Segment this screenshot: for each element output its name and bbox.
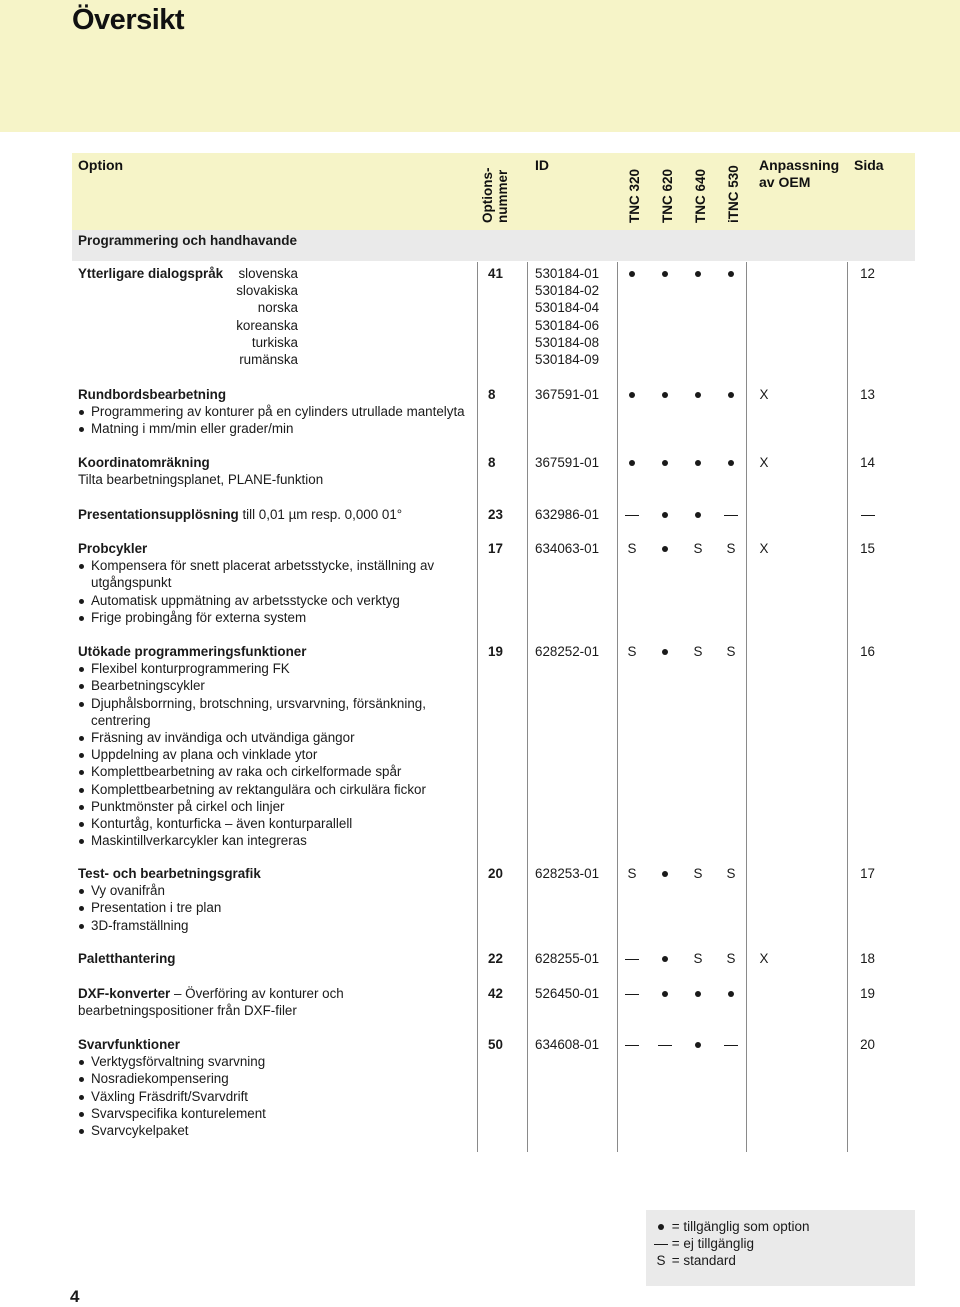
header-sida: Sida bbox=[854, 157, 884, 173]
tnc620-availability bbox=[658, 950, 672, 967]
tnc640-availability bbox=[691, 985, 705, 1002]
option-title: Svarvfunktioner bbox=[78, 1037, 180, 1052]
option-id: 632986-01 bbox=[535, 507, 600, 522]
dot-icon bbox=[695, 460, 701, 466]
itnc530-availability: S bbox=[726, 866, 736, 881]
bullet-item: Komplettbearbetning av raka och cirkelformade spår bbox=[78, 763, 426, 780]
option-number: 19 bbox=[488, 644, 503, 659]
option-id: 367591-01 bbox=[535, 455, 600, 470]
dash-icon bbox=[724, 1045, 738, 1046]
itnc530-availability: S bbox=[726, 644, 736, 659]
option-description bbox=[78, 506, 402, 523]
option-subtitle: – Överföring av konturer och bbox=[174, 986, 344, 1001]
bullet-item: Nosradiekompensering bbox=[78, 1070, 266, 1087]
option-number: 22 bbox=[488, 951, 503, 966]
section-title: Programmering och handhavande bbox=[78, 233, 298, 248]
option-title: Paletthantering bbox=[78, 951, 176, 966]
header-id: ID bbox=[535, 157, 549, 173]
option-description bbox=[78, 985, 344, 1019]
oem-adaptation bbox=[756, 506, 772, 523]
tnc320-availability: S bbox=[627, 644, 637, 659]
dot-icon bbox=[728, 271, 734, 277]
dot-icon bbox=[629, 392, 635, 398]
option-description bbox=[78, 1036, 266, 1139]
tnc620-availability bbox=[658, 1036, 672, 1053]
oem-adaptation bbox=[756, 865, 772, 882]
dot-icon bbox=[629, 271, 635, 277]
option-id: 634063-01 bbox=[535, 541, 600, 556]
itnc530-availability bbox=[724, 454, 738, 471]
dot-icon bbox=[662, 392, 668, 398]
itnc530-availability: S bbox=[726, 541, 736, 556]
option-title: Koordinatomräkning bbox=[78, 455, 210, 470]
option-number: 50 bbox=[488, 1037, 503, 1052]
dash-icon bbox=[625, 515, 639, 516]
dot-icon bbox=[695, 512, 701, 518]
bullet-item: Programmering av konturer på en cylinders utrullade mantelyta bbox=[78, 403, 465, 420]
page-ref: 15 bbox=[860, 541, 875, 556]
section-bar bbox=[72, 230, 915, 261]
tnc320-availability bbox=[625, 1036, 639, 1053]
option-id: 628252-01 bbox=[535, 644, 600, 659]
itnc530-availability: S bbox=[726, 951, 736, 966]
bullet-item: Vy ovanifrån bbox=[78, 882, 261, 899]
tnc620-availability bbox=[658, 454, 672, 471]
tnc620-availability bbox=[658, 540, 672, 557]
option-description bbox=[78, 454, 323, 488]
tnc320-availability bbox=[625, 985, 639, 1002]
oem-adaptation bbox=[756, 985, 772, 1002]
option-id: 526450-01 bbox=[535, 986, 600, 1001]
dot-icon bbox=[662, 956, 668, 962]
bullet-item: Maskintillverkarcykler kan integreras bbox=[78, 832, 426, 849]
dash-icon bbox=[625, 959, 639, 960]
dot-icon bbox=[695, 1042, 701, 1048]
itnc530-availability bbox=[724, 386, 738, 403]
itnc530-availability bbox=[724, 265, 738, 282]
dot-icon bbox=[695, 392, 701, 398]
option-subtitle: bearbetningspositioner från DXF-filer bbox=[78, 1003, 297, 1019]
option-description bbox=[78, 540, 434, 626]
page-ref bbox=[849, 506, 875, 523]
column-divider bbox=[617, 262, 618, 1152]
header-options-nummer: Options- nummer bbox=[480, 167, 510, 223]
oem-adaptation bbox=[756, 643, 772, 660]
bullet-item: Uppdelning av plana och vinklade ytor bbox=[78, 746, 426, 763]
bullet-item: Flexibel konturprogrammering FK bbox=[78, 660, 426, 677]
page-title: Översikt bbox=[72, 4, 185, 36]
bullet-item: Komplettbearbetning av rektangulära och cirkulära fickor bbox=[78, 781, 426, 798]
column-divider bbox=[527, 262, 528, 1152]
bullet-item: Kompensera för snett placerat arbetsstycke, inställning av bbox=[78, 557, 434, 574]
page-ref: 14 bbox=[860, 455, 875, 470]
tnc320-availability bbox=[625, 265, 639, 282]
dash-icon bbox=[625, 1045, 639, 1046]
dot-icon bbox=[662, 991, 668, 997]
oem-adaptation bbox=[756, 1036, 772, 1053]
option-title: Rundbordsbearbetning bbox=[78, 387, 227, 402]
column-divider bbox=[477, 262, 478, 1152]
bullet-continuation: utgångspunkt bbox=[91, 575, 172, 591]
dash-icon bbox=[658, 1045, 672, 1046]
tnc640-availability: S bbox=[693, 541, 703, 556]
dot-icon bbox=[728, 991, 734, 997]
option-subtitle: Tilta bearbetningsplanet, PLANE-funktion bbox=[78, 472, 324, 488]
column-divider bbox=[746, 262, 747, 1152]
itnc530-availability bbox=[724, 1036, 738, 1053]
tnc620-availability bbox=[658, 506, 672, 523]
dot-icon bbox=[728, 392, 734, 398]
header-itnc530: iTNC 530 bbox=[726, 165, 741, 223]
oem-adaptation: X bbox=[759, 455, 769, 470]
option-title: Ytterligare dialogspråk bbox=[78, 266, 224, 281]
option-id: 628255-01 bbox=[535, 951, 600, 966]
tnc620-availability bbox=[658, 386, 672, 403]
tnc640-availability: S bbox=[693, 951, 703, 966]
option-description bbox=[78, 386, 465, 438]
dot-icon bbox=[695, 271, 701, 277]
bullet-item: Verktygsförvaltning svarvning bbox=[78, 1053, 266, 1070]
legend bbox=[646, 1210, 915, 1286]
option-number: 8 bbox=[488, 455, 496, 470]
oem-adaptation bbox=[756, 265, 772, 282]
bullet-item: Djuphålsborrning, brotschning, ursvarvning, försänkning, bbox=[78, 695, 426, 712]
tnc620-availability bbox=[658, 265, 672, 282]
bullet-item: Svarvspecifika konturelement bbox=[78, 1105, 266, 1122]
option-title: DXF-konverter bbox=[78, 986, 171, 1001]
tnc320-availability bbox=[625, 386, 639, 403]
legend-dash-item: = ej tillgänglig bbox=[654, 1236, 754, 1251]
dot-icon bbox=[728, 460, 734, 466]
page-ref: 17 bbox=[860, 866, 875, 881]
dot-icon bbox=[658, 1224, 664, 1230]
option-number: 17 bbox=[488, 541, 503, 556]
dot-icon bbox=[662, 460, 668, 466]
page-ref: 19 bbox=[860, 986, 875, 1001]
bullet-item: Svarvcykelpaket bbox=[78, 1122, 266, 1139]
tnc320-availability bbox=[625, 506, 639, 523]
option-title: Presentationsupplösning bbox=[78, 507, 239, 522]
page-number: 4 bbox=[70, 1287, 80, 1306]
option-number: 41 bbox=[488, 266, 503, 281]
tnc640-availability bbox=[691, 265, 705, 282]
dash-icon bbox=[861, 515, 875, 516]
header-tnc620: TNC 620 bbox=[660, 168, 675, 223]
dot-icon bbox=[629, 460, 635, 466]
bullet-item: 3D-framställning bbox=[78, 917, 261, 934]
bullet-item: Växling Fräsdrift/Svarvdrift bbox=[78, 1088, 266, 1105]
option-description bbox=[78, 865, 261, 934]
header-tnc320: TNC 320 bbox=[627, 168, 642, 223]
bullet-item: Presentation i tre plan bbox=[78, 899, 261, 916]
itnc530-availability bbox=[724, 506, 738, 523]
tnc620-availability bbox=[658, 985, 672, 1002]
oem-adaptation: X bbox=[759, 951, 769, 966]
bullet-item: Automatisk uppmätning av arbetsstycke och verktyg bbox=[78, 592, 434, 609]
option-title: Utökade programmeringsfunktioner bbox=[78, 644, 307, 659]
page-ref: 18 bbox=[860, 951, 875, 966]
option-id-list: 530184-01 530184-02 530184-04 530184-06 530184-08 530184-09 bbox=[535, 266, 600, 368]
option-number: 23 bbox=[488, 507, 503, 522]
header-oem: Anpassning av OEM bbox=[759, 157, 840, 190]
tnc640-availability: S bbox=[693, 644, 703, 659]
language-list: slovenska slovakiska norska koreanska turkiska rumänska bbox=[236, 266, 298, 368]
dot-icon bbox=[695, 991, 701, 997]
dot-icon bbox=[662, 271, 668, 277]
option-title: Test- och bearbetningsgrafik bbox=[78, 866, 261, 881]
page-ref: 16 bbox=[860, 644, 875, 659]
header-option: Option bbox=[78, 157, 124, 173]
option-id: 628253-01 bbox=[535, 866, 600, 881]
bullet-item: Punktmönster på cirkel och linjer bbox=[78, 798, 426, 815]
tnc320-availability bbox=[625, 454, 639, 471]
title-band bbox=[0, 0, 960, 132]
option-id: 367591-01 bbox=[535, 387, 600, 402]
header-tnc640: TNC 640 bbox=[693, 168, 708, 223]
tnc320-availability: S bbox=[627, 866, 637, 881]
option-number: 20 bbox=[488, 866, 503, 881]
oem-adaptation: X bbox=[759, 541, 769, 556]
dot-icon bbox=[662, 649, 668, 655]
column-divider bbox=[847, 262, 848, 1152]
bullet-item: Matning i mm/min eller grader/min bbox=[78, 420, 465, 437]
oem-adaptation: X bbox=[759, 387, 769, 402]
option-title: Probcykler bbox=[78, 541, 148, 556]
tnc620-availability bbox=[658, 865, 672, 882]
option-subtitle: till 0,01 µm resp. 0,000 01° bbox=[242, 507, 403, 522]
dot-icon bbox=[662, 512, 668, 518]
legend-standard-item: S = standard bbox=[656, 1253, 736, 1268]
page-ref: 20 bbox=[860, 1037, 875, 1052]
bullet-item: Konturtåg, konturficka – även konturparallell bbox=[78, 815, 426, 832]
bullet-continuation: centrering bbox=[91, 712, 151, 728]
dot-icon bbox=[662, 871, 668, 877]
tnc640-availability bbox=[691, 1036, 705, 1053]
bullet-item: Bearbetningscykler bbox=[78, 677, 426, 694]
tnc640-availability bbox=[691, 454, 705, 471]
legend-dot-item: = tillgänglig som option bbox=[654, 1219, 809, 1234]
tnc640-availability bbox=[691, 386, 705, 403]
itnc530-availability bbox=[724, 985, 738, 1002]
tnc320-availability: S bbox=[627, 541, 637, 556]
option-description bbox=[78, 643, 426, 849]
tnc640-availability bbox=[691, 506, 705, 523]
dash-icon bbox=[625, 994, 639, 995]
option-number: 42 bbox=[488, 986, 503, 1001]
dot-icon bbox=[662, 546, 668, 552]
bullet-item: Fräsning av invändiga och utvändiga gängor bbox=[78, 729, 426, 746]
page-ref: 12 bbox=[860, 266, 875, 281]
tnc620-availability bbox=[658, 643, 672, 660]
dash-icon bbox=[654, 1244, 668, 1245]
option-id: 634608-01 bbox=[535, 1037, 600, 1052]
page-ref: 13 bbox=[860, 387, 875, 402]
tnc640-availability: S bbox=[693, 866, 703, 881]
bullet-item: Frige probingång för externa system bbox=[78, 609, 434, 626]
table-header bbox=[72, 153, 915, 230]
dash-icon bbox=[724, 515, 738, 516]
tnc320-availability bbox=[625, 950, 639, 967]
option-number: 8 bbox=[488, 387, 496, 402]
